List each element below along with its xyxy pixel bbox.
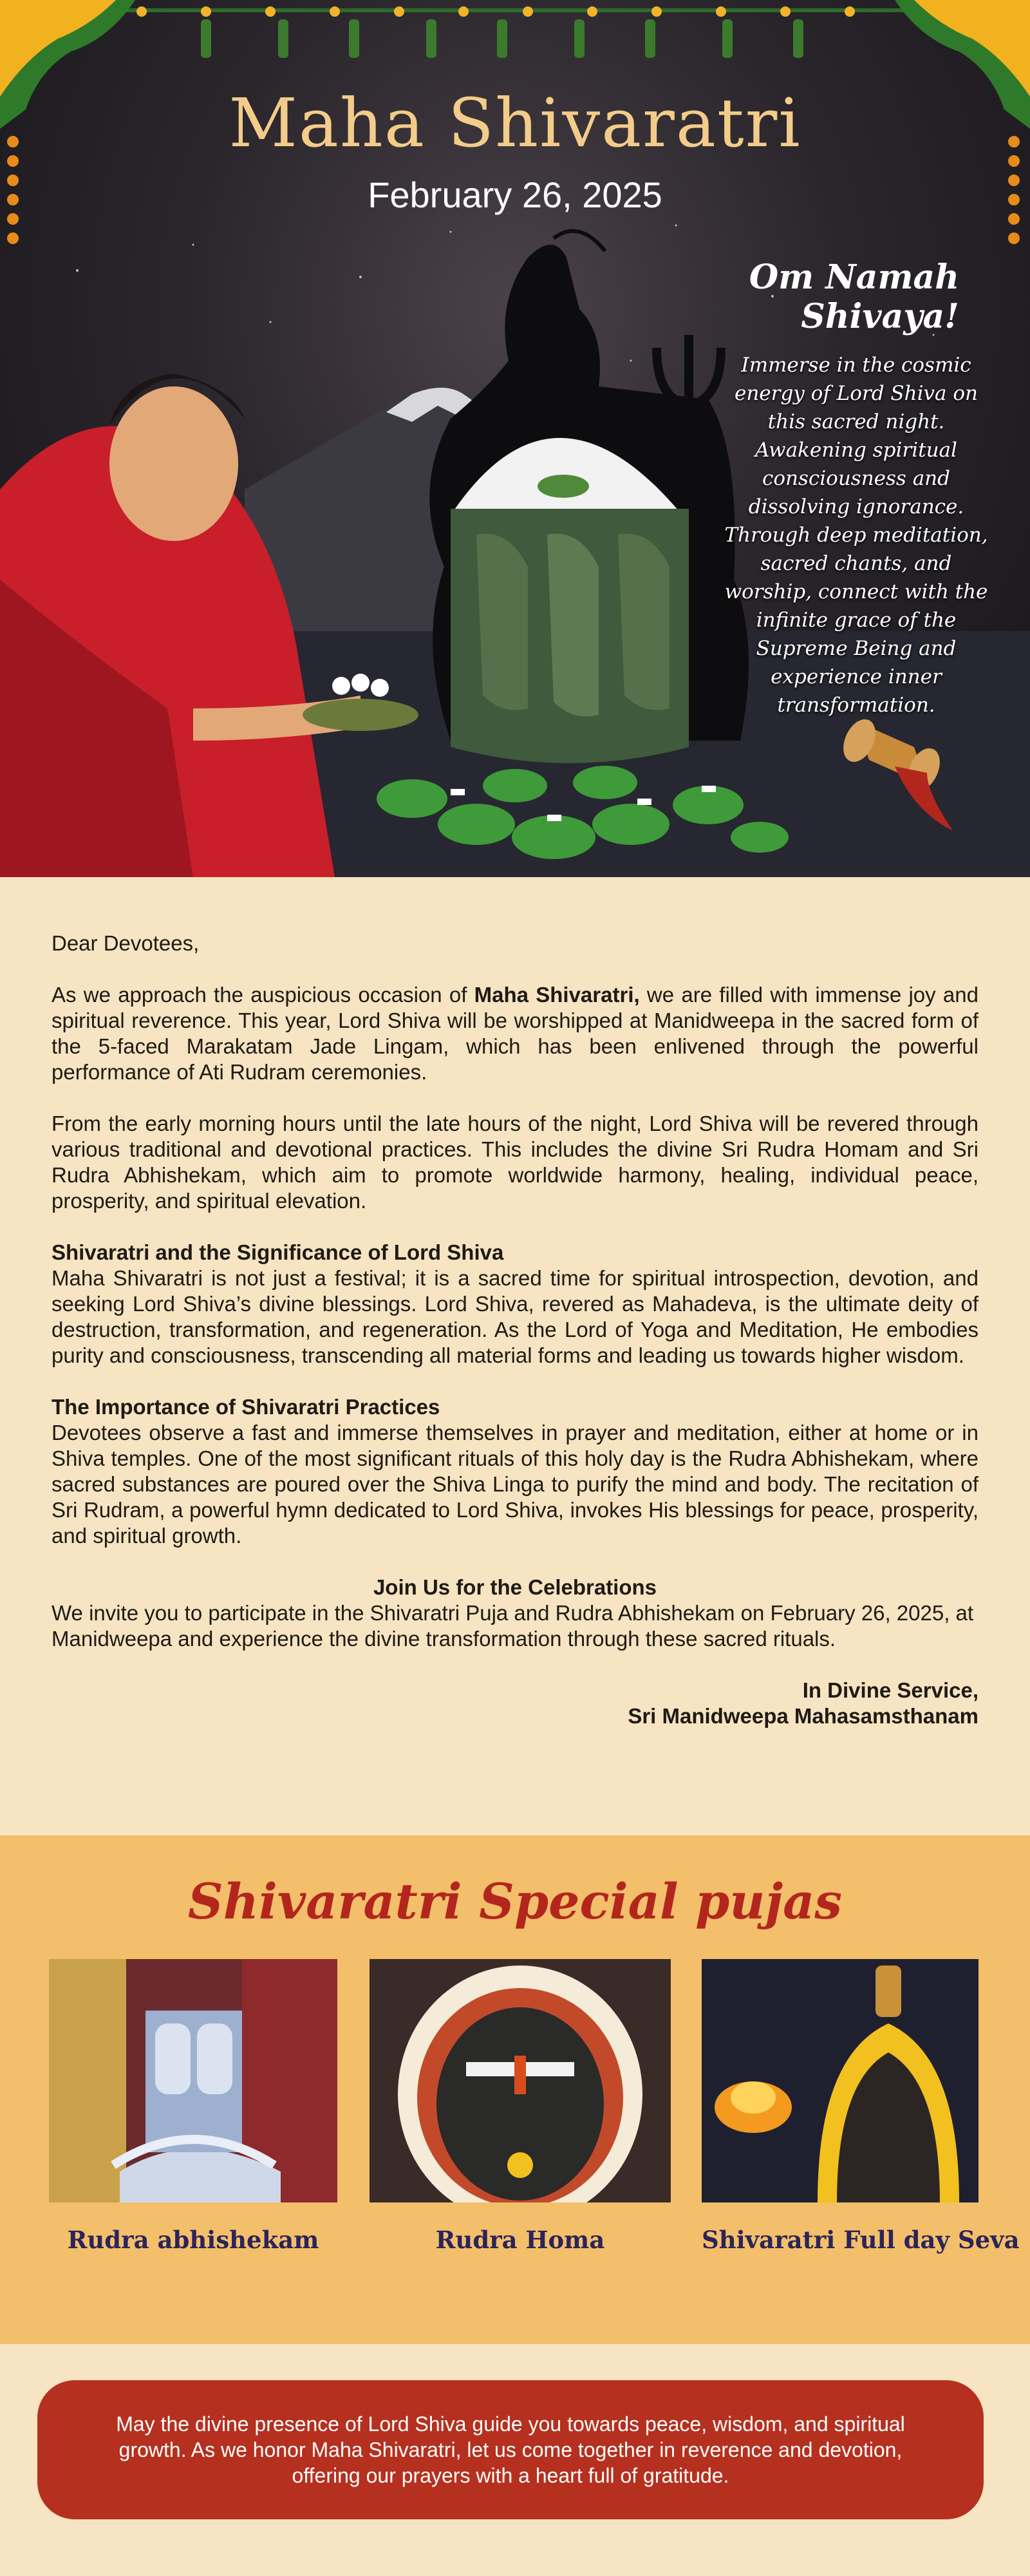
section-text: Devotees observe a fast and immerse themselves in prayer and meditation, either at home or in Shiva temples. One of the most significant rituals of this holy day is the Rudra Abhishekam, where sacred substances are poured over the Shiva Linga to purify the mind and body. The recitation of Sri Rudram, a powerful hymn dedicated to Lord Shiva, invokes His blessings for peace, prosperity, and spiritual growth.: [52, 1421, 979, 1548]
salutation: Dear Devotees,: [52, 931, 200, 955]
paragraph-practices: From the early morning hours until the late hours of the night, Lord Shiva will be revered through various traditional and devotional practices. This includes the divine Sri Rudra Homam and Sri Rudra Abhishekam, which aim to promote worldwide harmony, healing, individual peace, prosperity, and spiritual elevation.: [52, 1112, 979, 1213]
paragraph-intro: [52, 982, 979, 1085]
highlight-maha-shivaratri: Maha Shivaratri,: [474, 983, 640, 1007]
page-title: Maha Shivaratri: [229, 84, 801, 162]
event-date: February 26, 2025: [368, 175, 662, 215]
puja-label: Rudra abhishekam: [67, 2226, 319, 2254]
puja-image: [370, 1959, 671, 2202]
puja-card-rudra-abhishekam[interactable]: [49, 1959, 337, 2254]
paragraph-intro-start: As we approach the auspicious occasion of: [52, 983, 474, 1007]
signature: [52, 1678, 979, 1729]
jade-lingam: [451, 438, 689, 763]
signature-line-2: Sri Manidweepa Mahasamsthanam: [628, 1704, 979, 1728]
puja-card-full-day-seva[interactable]: [702, 1959, 1020, 2254]
hero-banner: [0, 0, 1030, 877]
special-pujas-section: [0, 1835, 1030, 2344]
intro-text: Immerse in the cosmic energy of Lord Shiva on this sacred night. Awakening spiritual consciousness and dissolving ignorance. Through deep meditation, sacred chants, and worship, connect with the infinite grace of the Supreme Being and experience inner transformation.: [724, 354, 988, 717]
letter-body: [52, 931, 979, 1755]
signature-line-1: In Divine Service,: [802, 1678, 979, 1702]
section-text: Maha Shivaratri is not just a festival; it is a sacred time for spiritual introspection, devotion, and seeking Lord Shiva’s divine blessings. Lord Shiva, revered as Mahadeva, is the ultimate deity of destruction, transformation, and regeneration. As the Lord of Yoga and Meditation, He embodies purity and consciousness, transcending all material forms and leading us towards higher wisdom.: [52, 1266, 979, 1367]
section-importance: [52, 1394, 979, 1549]
puja-image: [49, 1959, 337, 2202]
puja-image: [702, 1959, 979, 2202]
closing-message: [37, 2380, 984, 2519]
section-heading: Shivaratri and the Significance of Lord Shiva: [52, 1240, 504, 1264]
section-heading: The Importance of Shivaratri Practices: [52, 1395, 440, 1419]
paragraph-intro-end: we are filled with immense joy and spiritual reverence. This year, Lord Shiva will be worshipped at Manidweepa in the sacred form of the 5-faced Marakatam Jade Lingam, which has been enlivened through the powerful performance of Ati Rudram ceremonies.: [52, 983, 979, 1084]
puja-label: Rudra Homa: [435, 2226, 605, 2254]
puja-label: Shivaratri Full day Seva: [702, 2226, 1020, 2254]
closing-text: May the divine presence of Lord Shiva guide you towards peace, wisdom, and spiritual growth. As we honor Maha Shivaratri, let us come together in reverence and devotion, offering our prayers with a heart full of gratitude.: [116, 2412, 905, 2487]
greeting-heading: Om Namah Shivaya!: [749, 258, 959, 336]
section-celebrations: [52, 1575, 979, 1652]
section-significance: [52, 1240, 979, 1368]
puja-card-rudra-homa[interactable]: [370, 1959, 671, 2254]
section-heading: Join Us for the Celebrations: [373, 1575, 657, 1599]
pujas-title: Shivaratri Special pujas: [187, 1873, 843, 1930]
flower-garland-top: [116, 6, 914, 58]
section-text: We invite you to participate in the Shivaratri Puja and Rudra Abhishekam on February 26, 2025, at Manidweepa and experience the divine transformation through these sacred rituals.: [52, 1601, 974, 1651]
